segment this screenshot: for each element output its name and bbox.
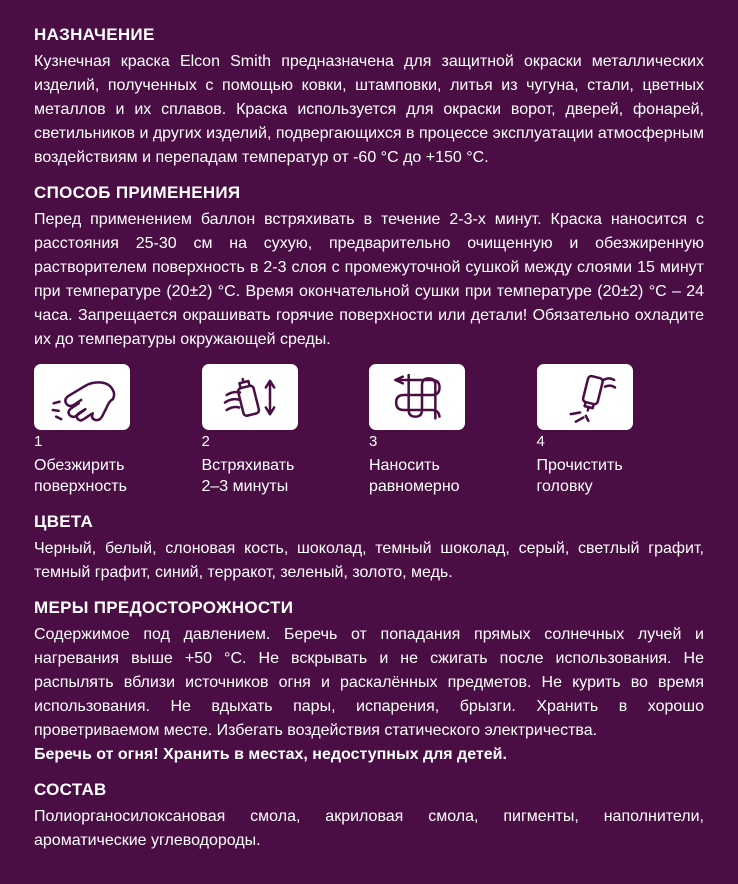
step-clean-icon-box — [537, 364, 633, 430]
shake-can-icon — [210, 370, 290, 425]
hand-wipe-icon — [42, 370, 122, 425]
step-clean — [537, 364, 705, 497]
step-degrease-icon-box — [34, 364, 130, 430]
step-caption-line: равномерно — [369, 478, 460, 495]
precautions-title: МЕРЫ ПРЕДОСТОРОЖНОСТИ — [34, 598, 294, 617]
step-caption-line: Обезжирить — [34, 457, 125, 474]
precautions-body: Содержимое под давлением. Беречь от попадания прямых солнечных лучей и нагревания выше +50 °С. Не вскрывать и не сжигать после использования. Не распылять вблизи источников огня и раскалённых предметов. Не курить во время использования. Не вдыхать пары, испарения, брызги. Хранить в хорошо проветриваемом месте. Избегать воздействия статического электричества. — [34, 626, 704, 739]
spray-pattern-icon — [377, 370, 457, 425]
application-body: Перед применением баллон встряхивать в течение 2-3-х минут. Краска наносится с расстояния 25-30 см на сухую, предварительно очищенную и обезжиренную растворителем поверхность в 2-3 слоя с промежуточной сушкой между слоями 15 минут при температуре (20±2) °С. Время окончательной сушки при температуре (20±2) °С – 24 часа. Запрещается окрашивать горячие поверхности или детали! Обязательно охладите их до температуры окружающей среды. — [34, 211, 704, 348]
step-apply — [369, 364, 537, 497]
section-purpose — [34, 24, 704, 170]
step-caption — [34, 455, 202, 497]
step-caption-line: Прочистить — [536, 457, 623, 474]
step-caption-line: 2–3 минуты — [201, 478, 289, 495]
purpose-body: Кузнечная краска Elcon Smith предназначена для защитной окраски металлических изделий, полученных с помощью ковки, штамповки, литья из чугуна, стали, цветных металлов и их сплавов. Краска используется для окраски ворот, дверей, фонарей, светильников и других изделий, подвергающихся в процессе эксплуатации атмосферным воздействиям и перепадам температур от -60 °С до +150 °С. — [34, 53, 704, 166]
product-label — [34, 24, 704, 853]
section-precautions — [34, 597, 704, 767]
clean-nozzle-icon — [545, 370, 625, 425]
colors-title: ЦВЕТА — [34, 512, 94, 531]
section-colors — [34, 511, 704, 585]
step-number: 4 — [536, 433, 545, 450]
step-caption-line: головку — [536, 478, 593, 495]
step-apply-icon-box — [369, 364, 465, 430]
step-caption-line: Наносить — [369, 457, 440, 474]
application-title: СПОСОБ ПРИМЕНЕНИЯ — [34, 183, 241, 202]
step-caption — [537, 455, 705, 497]
step-caption — [202, 455, 370, 497]
step-number: 1 — [34, 433, 43, 450]
step-number: 3 — [369, 433, 378, 450]
instruction-steps — [34, 364, 704, 497]
composition-body: Полиорганосилоксановая смола, акриловая смола, пигменты, наполнители, ароматические углеводороды. — [34, 808, 704, 849]
section-composition — [34, 779, 704, 853]
step-caption-line: Встряхивать — [201, 457, 295, 474]
precautions-warning: Беречь от огня! Хранить в местах, недоступных для детей. — [34, 746, 507, 763]
step-number: 2 — [201, 433, 210, 450]
step-shake — [202, 364, 370, 497]
purpose-title: НАЗНАЧЕНИЕ — [34, 25, 155, 44]
colors-body: Черный, белый, слоновая кость, шоколад, темный шоколад, серый, светлый графит, темный графит, синий, терракот, зеленый, золото, медь. — [34, 540, 704, 581]
section-application — [34, 182, 704, 352]
composition-title: СОСТАВ — [34, 780, 107, 799]
step-caption-line: поверхность — [34, 478, 127, 495]
step-caption — [369, 455, 537, 497]
step-shake-icon-box — [202, 364, 298, 430]
step-degrease — [34, 364, 202, 497]
